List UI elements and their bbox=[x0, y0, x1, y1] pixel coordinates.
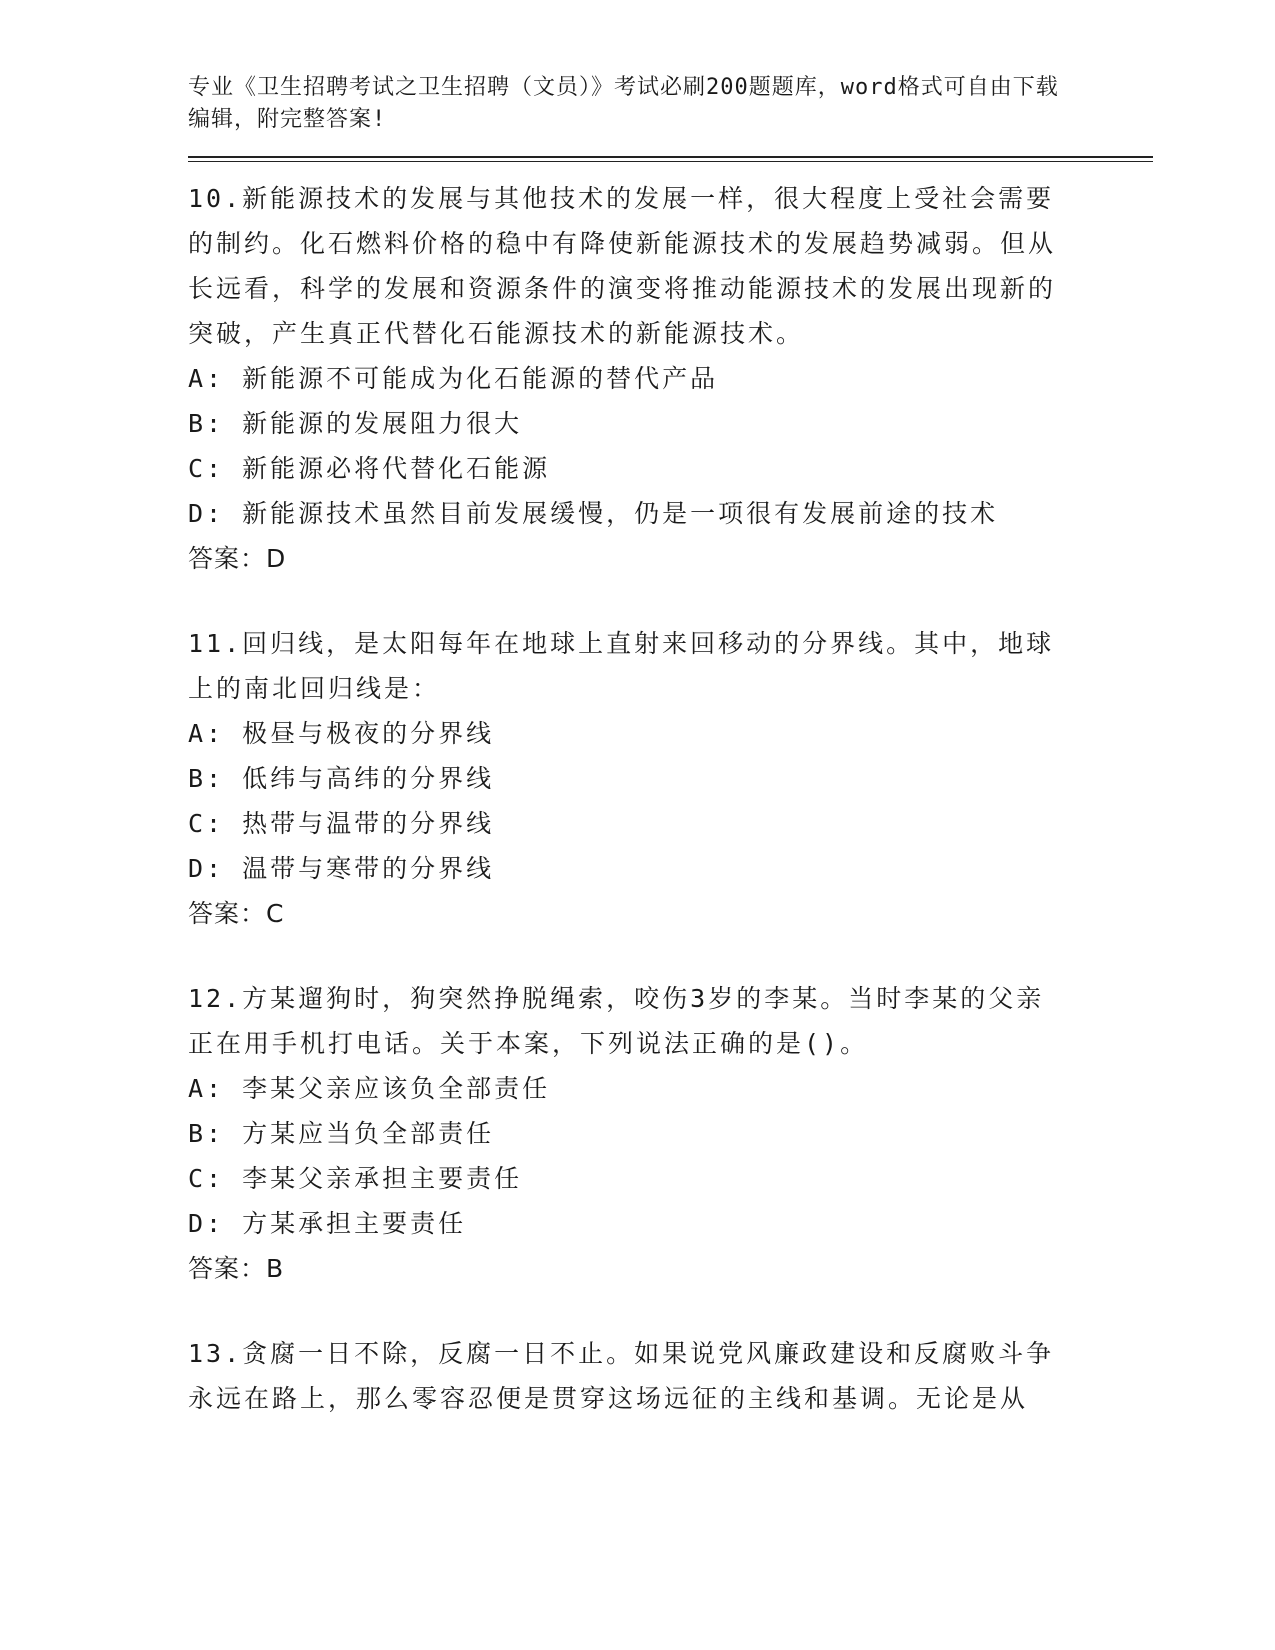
question-stem: 12.方某遛狗时，狗突然挣脱绳索，咬伤3岁的李某。当时李某的父亲正在用手机打电话。关于本案，下列说法正确的是()。 bbox=[188, 984, 1045, 1058]
question-stem: 10.新能源技术的发展与其他技术的发展一样，很大程度上受社会需要的制约。化石燃料价格的稳中有降使新能源技术的发展趋势减弱。但从长远看，科学的发展和资源条件的演变将推动能源技术的发展出现新的突破，产生真正代替化石能源技术的新能源技术。 bbox=[188, 184, 1057, 348]
question-10 bbox=[188, 176, 1153, 581]
question-stem: 11.回归线，是太阳每年在地球上直射来回移动的分界线。其中，地球上的南北回归线是： bbox=[188, 629, 1055, 703]
option-d: D: 温带与寒带的分界线 bbox=[188, 854, 495, 883]
question-stem: 13.贪腐一日不除，反腐一日不止。如果说党风廉政建设和反腐败斗争永远在路上，那么零容忍便是贯穿这场远征的主线和基调。无论是从 bbox=[188, 1339, 1055, 1413]
option-b: B: 新能源的发展阻力很大 bbox=[188, 409, 523, 438]
document-page bbox=[188, 72, 1153, 1421]
answer-line: 答案：B bbox=[188, 1254, 285, 1283]
option-a: A: 极昼与极夜的分界线 bbox=[188, 719, 495, 748]
option-b: B: 方某应当负全部责任 bbox=[188, 1119, 495, 1148]
option-d: D: 新能源技术虽然目前发展缓慢，仍是一项很有发展前途的技术 bbox=[188, 499, 999, 528]
option-c: C: 李某父亲承担主要责任 bbox=[188, 1164, 523, 1193]
option-d: D: 方某承担主要责任 bbox=[188, 1209, 467, 1238]
option-a: A: 新能源不可能成为化石能源的替代产品 bbox=[188, 364, 719, 393]
question-12 bbox=[188, 976, 1153, 1291]
answer-line: 答案：D bbox=[188, 544, 287, 573]
question-13 bbox=[188, 1331, 1153, 1421]
document-header: 专业《卫生招聘考试之卫生招聘（文员）》考试必刷200题题库，word格式可自由下载编辑，附完整答案! bbox=[188, 75, 1059, 132]
option-a: A: 李某父亲应该负全部责任 bbox=[188, 1074, 551, 1103]
answer-line: 答案：C bbox=[188, 899, 285, 928]
option-c: C: 热带与温带的分界线 bbox=[188, 809, 495, 838]
question-11 bbox=[188, 621, 1153, 936]
option-c: C: 新能源必将代替化石能源 bbox=[188, 454, 551, 483]
option-b: B: 低纬与高纬的分界线 bbox=[188, 764, 495, 793]
header-divider bbox=[188, 156, 1153, 162]
